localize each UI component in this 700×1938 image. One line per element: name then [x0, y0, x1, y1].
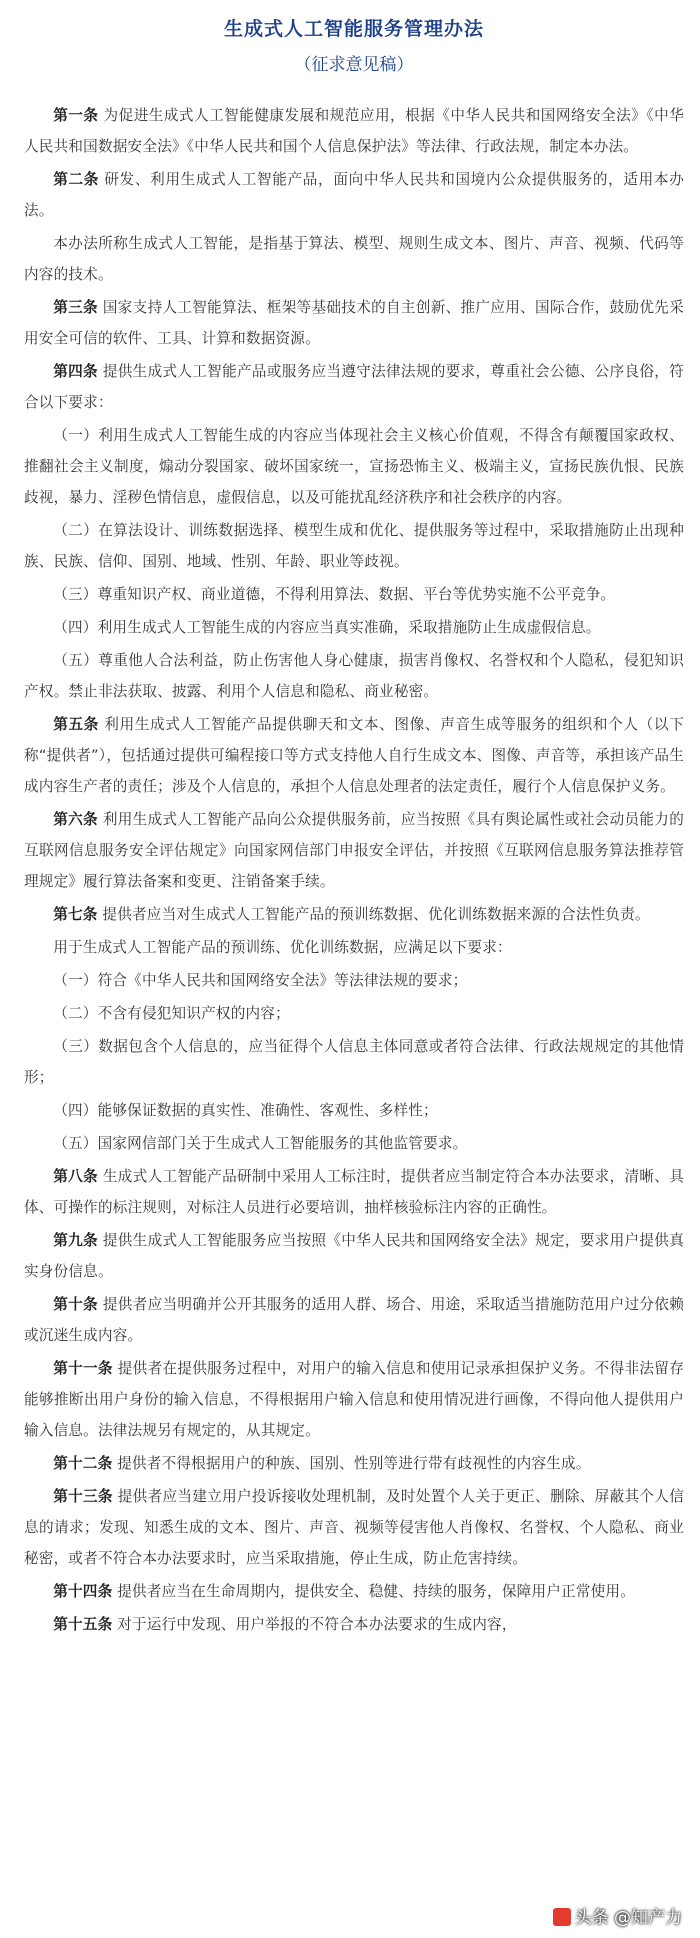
paragraph-text: 提供者应当明确并公开其服务的适用人群、场合、用途，采取适当措施防范用户过分依赖或沉迷生成内容。 [24, 1296, 684, 1344]
document-title: 生成式人工智能服务管理办法 [223, 18, 484, 40]
article-heading: 第四条 [53, 363, 98, 380]
paragraph-text: 生成式人工智能产品研制中采用人工标注时，提供者应当制定符合本办法要求，清晰、具体、可操作的标注规则，对标注人员进行必要培训，抽样核验标注内容的正确性。 [24, 1168, 684, 1216]
paragraph-text: （二）不含有侵犯知识产权的内容； [53, 1005, 290, 1022]
paragraph-text: 本办法所称生成式人工智能，是指基于算法、模型、规则生成文本、图片、声音、视频、代码等内容的技术。 [24, 235, 684, 283]
paragraph-text: （四）利用生成式人工智能生成的内容应当真实准确，采取措施防止生成虚假信息。 [53, 619, 601, 636]
paragraph [24, 1225, 684, 1287]
paragraph-text: 用于生成式人工智能产品的预训练、优化训练数据，应满足以下要求： [53, 939, 512, 956]
paragraph [24, 1031, 684, 1093]
paragraph [24, 899, 684, 930]
paragraph [24, 932, 684, 963]
article-heading: 第六条 [53, 811, 98, 828]
paragraph-text: （三）尊重知识产权、商业道德，不得利用算法、数据、平台等优势实施不公平竞争。 [53, 586, 616, 603]
paragraph-text: 提供者不得根据用户的种族、国别、性别等进行带有歧视性的内容生成。 [112, 1455, 591, 1472]
paragraph [24, 420, 684, 513]
paragraph [24, 515, 684, 577]
paragraph-text: 对于运行中发现、用户举报的不符合本办法要求的生成内容， [112, 1616, 517, 1633]
paragraph [24, 579, 684, 610]
article-heading: 第十五条 [53, 1616, 113, 1633]
paragraph [24, 228, 684, 290]
paragraph [24, 292, 684, 354]
paragraph-text: 利用生成式人工智能产品向公众提供服务前，应当按照《具有舆论属性或社会动员能力的互联网信息服务安全评估规定》向国家网信部门申报安全评估，并按照《互联网信息服务算法推荐管理规定》履行算法备案和变更、注销备案手续。 [24, 811, 684, 890]
paragraph [24, 1576, 684, 1607]
article-heading: 第十条 [53, 1296, 98, 1313]
article-heading: 第八条 [53, 1168, 98, 1185]
article-heading: 第三条 [53, 299, 98, 316]
paragraph [24, 998, 684, 1029]
paragraph-text: 提供者在提供服务过程中，对用户的输入信息和使用记录承担保护义务。不得非法留存能够推断出用户身份的输入信息，不得根据用户输入信息和使用情况进行画像，不得向他人提供用户输入信息。法律法规另有规定的，从其规定。 [24, 1360, 684, 1439]
article-heading: 第九条 [53, 1232, 98, 1249]
paragraph [24, 164, 684, 226]
paragraph [24, 612, 684, 643]
article-heading: 第十一条 [53, 1360, 113, 1377]
article-heading: 第十四条 [53, 1583, 113, 1600]
paragraph [24, 645, 684, 707]
paragraph [24, 1289, 684, 1351]
paragraph [24, 356, 684, 418]
paragraph [24, 1609, 684, 1640]
paragraph-text: 提供生成式人工智能产品或服务应当遵守法律法规的要求，尊重社会公德、公序良俗，符合以下要求： [24, 363, 684, 411]
paragraph-text: 提供者应当对生成式人工智能产品的预训练数据、优化训练数据来源的合法性负责。 [97, 906, 650, 923]
article-heading: 第十二条 [53, 1455, 113, 1472]
paragraph [24, 1448, 684, 1479]
article-heading: 第十三条 [53, 1488, 113, 1505]
paragraph-text: （五）国家网信部门关于生成式人工智能服务的其他监管要求。 [53, 1135, 468, 1152]
paragraph [24, 709, 684, 802]
article-heading: 第七条 [53, 906, 98, 923]
paragraph [24, 804, 684, 897]
article-heading: 第一条 [53, 107, 99, 124]
paragraph-text: 提供者应当建立用户投诉接收处理机制，及时处置个人关于更正、删除、屏蔽其个人信息的请求；发现、知悉生成的文本、图片、声音、视频等侵害他人肖像权、名誉权、个人隐私、商业秘密，或者不符合本办法要求时，应当采取措施，停止生成，防止危害持续。 [24, 1488, 684, 1567]
paragraph [24, 1353, 684, 1446]
paragraph [24, 100, 684, 162]
paragraph-text: （四）能够保证数据的真实性、准确性、客观性、多样性； [53, 1102, 438, 1119]
watermark [553, 1903, 682, 1928]
paragraph [24, 1481, 684, 1574]
article-heading: 第二条 [53, 171, 99, 188]
paragraph [24, 1128, 684, 1159]
document-body [24, 100, 684, 1640]
paragraph-text: （五）尊重他人合法利益，防止伤害他人身心健康，损害肖像权、名誉权和个人隐私，侵犯知识产权。禁止非法获取、披露、利用个人信息和隐私、商业秘密。 [24, 652, 684, 700]
paragraph-text: 为促进生成式人工智能健康发展和规范应用，根据《中华人民共和国网络安全法》《中华人民共和国数据安全法》《中华人民共和国个人信息保护法》等法律、行政法规，制定本办法。 [24, 107, 684, 155]
toutiao-logo-icon [553, 1908, 571, 1926]
paragraph [24, 1095, 684, 1126]
paragraph [24, 1161, 684, 1223]
paragraph-text: 提供生成式人工智能服务应当按照《中华人民共和国网络安全法》规定，要求用户提供真实身份信息。 [24, 1232, 684, 1280]
paragraph-text: （一）符合《中华人民共和国网络安全法》等法律法规的要求； [53, 972, 468, 989]
paragraph-text: （三）数据包含个人信息的，应当征得个人信息主体同意或者符合法律、行政法规规定的其他情形； [24, 1038, 684, 1086]
watermark-text: 头条 @知产力 [574, 1908, 682, 1928]
paragraph-text: 国家支持人工智能算法、框架等基础技术的自主创新、推广应用、国际合作，鼓励优先采用安全可信的软件、工具、计算和数据资源。 [24, 299, 684, 347]
paragraph-text: 研发、利用生成式人工智能产品，面向中华人民共和国境内公众提供服务的，适用本办法。 [24, 171, 684, 219]
paragraph-text: （二）在算法设计、训练数据选择、模型生成和优化、提供服务等过程中，采取措施防止出现种族、民族、信仰、国别、地域、性别、年龄、职业等歧视。 [24, 522, 684, 570]
paragraph-text: 提供者应当在生命周期内，提供安全、稳健、持续的服务，保障用户正常使用。 [112, 1583, 635, 1600]
article-heading: 第五条 [53, 716, 99, 733]
paragraph-text: 利用生成式人工智能产品提供聊天和文本、图像、声音生成等服务的组织和个人（以下称“提供者”），包括通过提供可编程接口等方式支持他人自行生成文本、图像、声音等，承担该产品生成内容生产者的责任；涉及个人信息的，承担个人信息处理者的法定责任，履行个人信息保护义务。 [24, 716, 684, 795]
document-subtitle: （征求意见稿） [294, 55, 414, 75]
paragraph-text: （一）利用生成式人工智能生成的内容应当体现社会主义核心价值观，不得含有颠覆国家政权、推翻社会主义制度，煽动分裂国家、破坏国家统一，宣扬恐怖主义、极端主义，宣扬民族仇恨、民族歧视，暴力、淫秽色情信息，虚假信息，以及可能扰乱经济秩序和社会秩序的内容。 [24, 427, 684, 506]
paragraph [24, 965, 684, 996]
